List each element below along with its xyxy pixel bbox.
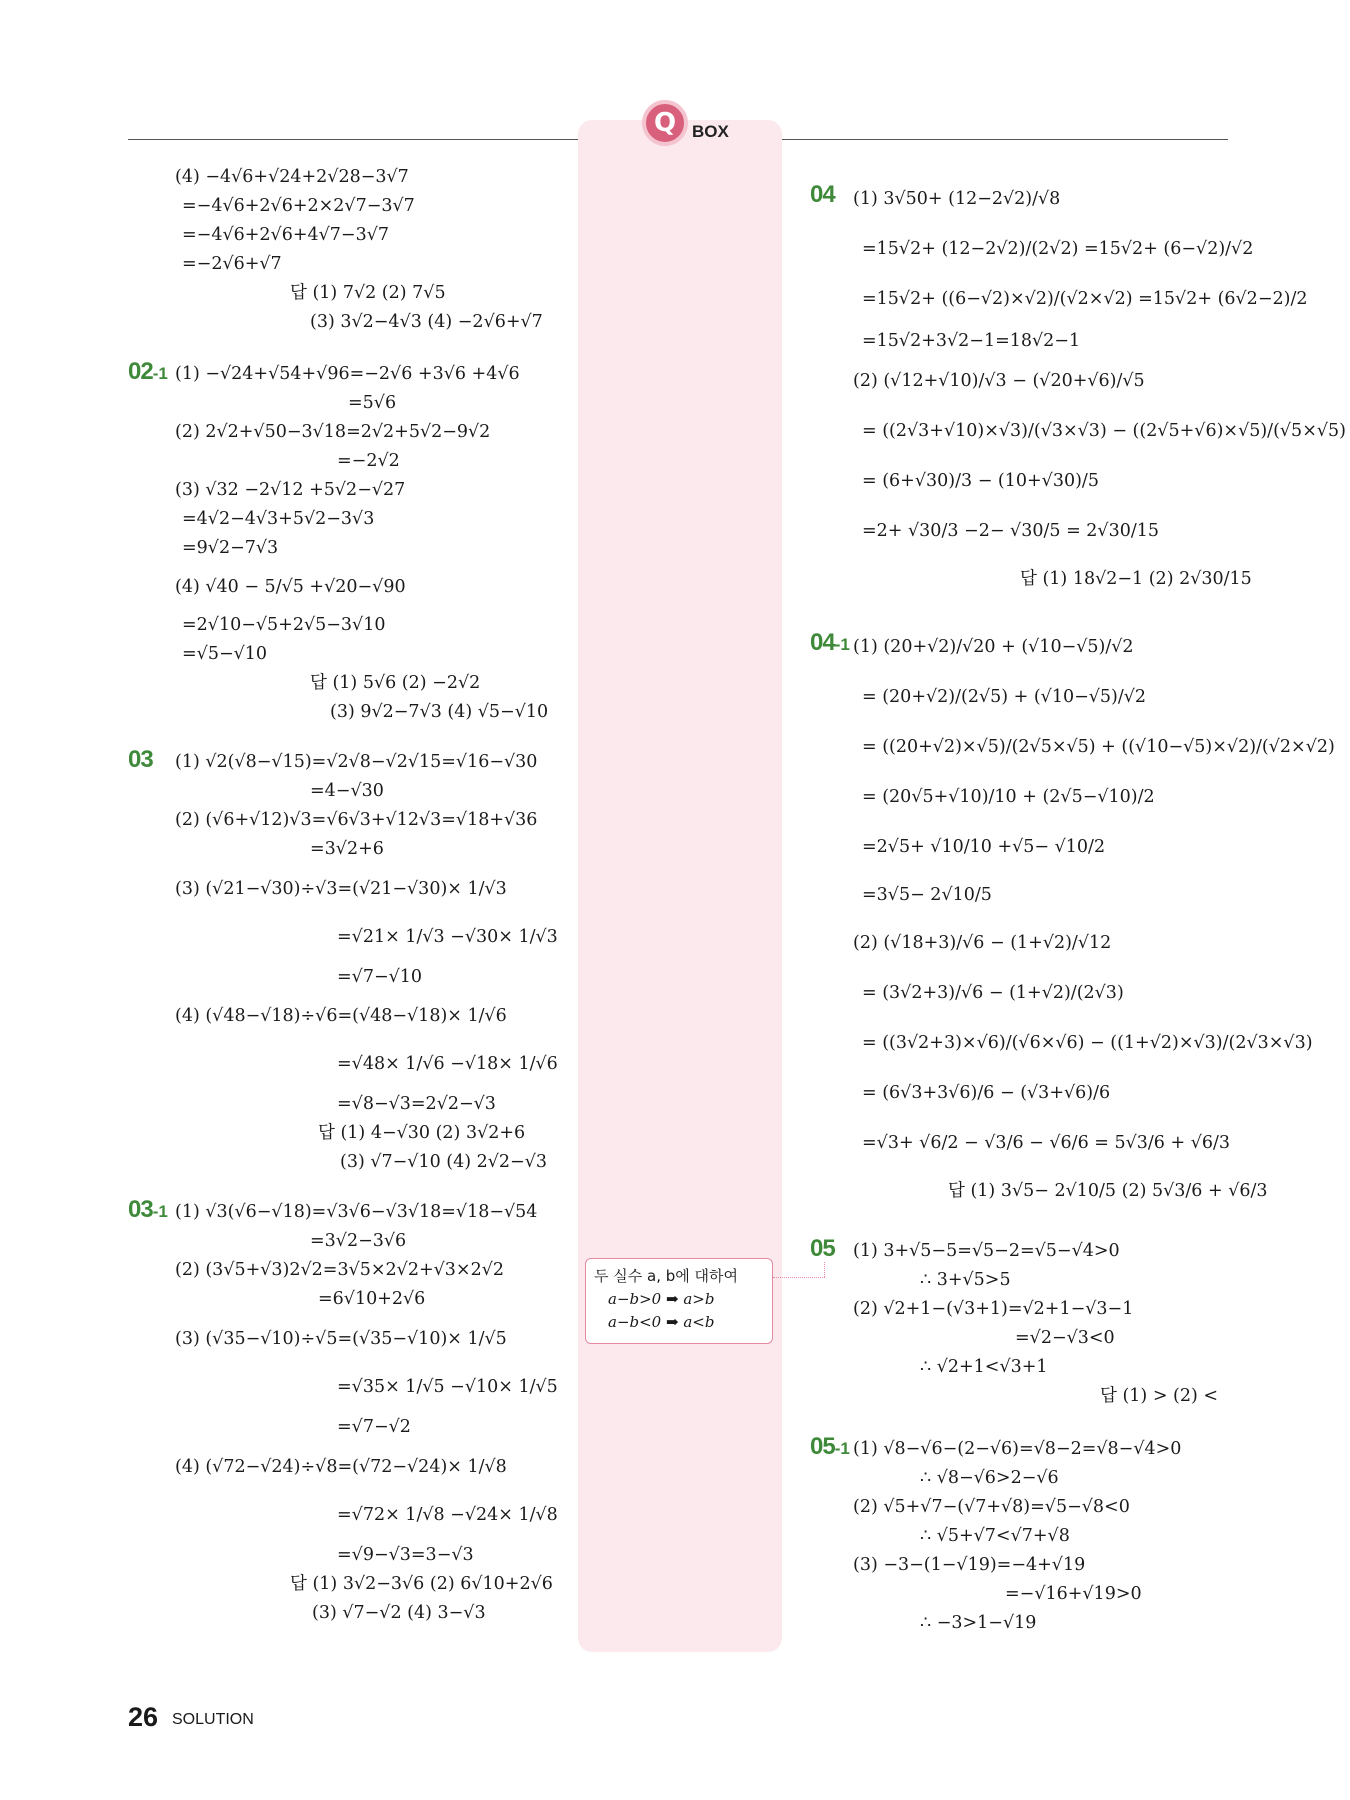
right-math-line: ∴ √8−√6>2−√6 <box>920 1468 1059 1488</box>
left-math-line: =2√10−√5+2√5−3√10 <box>182 615 386 635</box>
right-math-line: ∴ −3>1−√19 <box>920 1613 1037 1633</box>
problem-number <box>810 1235 835 1263</box>
right-math-line: =√2−√3<0 <box>1015 1328 1115 1348</box>
right-math-line: = (3√2+3)/√6 − (1+√2)/(2√3) <box>862 983 1124 1003</box>
right-math-line: =15√2+3√2−1=18√2−1 <box>862 331 1081 351</box>
problem-number-sub: -1 <box>834 635 850 654</box>
right-math-line: 답 (1) 3√5− 2√10/5 (2) 5√3/6 + √6/3 <box>948 1181 1268 1201</box>
left-math-line: =√7−√10 <box>337 967 423 987</box>
right-math-line: = (6+√30)/3 − (10+√30)/5 <box>862 471 1099 491</box>
right-math-line: ∴ √5+√7<√7+√8 <box>920 1526 1070 1546</box>
left-math-line: 답 (1) 4−√30 (2) 3√2+6 <box>318 1123 526 1143</box>
right-math-line: 답 (1) > (2) < <box>1100 1386 1219 1406</box>
problem-number <box>128 746 153 774</box>
problem-number <box>810 181 835 209</box>
right-math-line: =15√2+ (12−2√2)/(2√2) =15√2+ (6−√2)/√2 <box>862 239 1254 259</box>
left-math-line: 답 (1) 3√2−3√6 (2) 6√10+2√6 <box>290 1574 553 1594</box>
note-line-3: a−b<0 ➡ a<b <box>608 1313 715 1331</box>
left-math-line: =√21× 1/√3 −√30× 1/√3 <box>337 927 558 947</box>
problem-number-sub: -1 <box>152 364 168 383</box>
qbox-note <box>585 1258 773 1344</box>
left-math-line: =−4√6+2√6+2×2√7−3√7 <box>182 196 415 216</box>
left-math-line: (4) −4√6+√24+2√28−3√7 <box>175 167 409 187</box>
problem-number-main: 03 <box>128 1196 153 1223</box>
left-math-line: (2) (3√5+√3)2√2=3√5×2√2+√3×2√2 <box>175 1260 504 1280</box>
left-math-line: (4) √40 − 5/√5 +√20−√90 <box>175 577 406 597</box>
left-math-line: (3) 9√2−7√3 (4) √5−√10 <box>330 702 549 722</box>
left-math-line: =√5−√10 <box>182 644 268 664</box>
left-math-line: =9√2−7√3 <box>182 538 279 558</box>
problem-number-sub: -1 <box>152 1202 168 1221</box>
left-math-line: =4−√30 <box>310 781 384 801</box>
right-math-line: (2) (√12+√10)/√3 − (√20+√6)/√5 <box>853 371 1145 391</box>
problem-number-main: 02 <box>128 358 153 385</box>
qbox-label: BOX <box>692 122 729 141</box>
note-line-1: 두 실수 a, b에 대하여 <box>594 1267 738 1285</box>
left-math-line: (4) (√72−√24)÷√8=(√72−√24)× 1/√8 <box>175 1457 507 1477</box>
note-line-2: a−b>0 ➡ a>b <box>608 1290 715 1308</box>
right-math-line: (1) 3+√5−5=√5−2=√5−√4>0 <box>853 1241 1120 1261</box>
left-math-line: (3) 3√2−4√3 (4) −2√6+√7 <box>310 312 543 332</box>
right-math-line: =√3+ √6/2 − √3/6 − √6/6 = 5√3/6 + √6/3 <box>862 1133 1231 1153</box>
right-math-line: = ((3√2+3)×√6)/(√6×√6) − ((1+√2)×√3)/(2√3×√3) <box>862 1033 1313 1053</box>
problem-number-sub: -1 <box>834 1439 850 1458</box>
left-math-line: 답 (1) 5√6 (2) −2√2 <box>310 673 481 693</box>
left-math-line: =−2√6+√7 <box>182 254 282 274</box>
left-math-line: =√72× 1/√8 −√24× 1/√8 <box>337 1505 558 1525</box>
right-math-line: (3) −3−(1−√19)=−4+√19 <box>853 1555 1086 1575</box>
right-math-line: =2+ √30/3 −2− √30/5 = 2√30/15 <box>862 521 1160 541</box>
left-math-line: =√7−√2 <box>337 1417 411 1437</box>
left-math-line: (3) √7−√2 (4) 3−√3 <box>312 1603 486 1623</box>
problem-number-main: 04 <box>810 629 835 656</box>
right-math-line: (2) √5+√7−(√7+√8)=√5−√8<0 <box>853 1497 1130 1517</box>
header-rule-left <box>128 139 578 140</box>
right-math-line: (1) √8−√6−(2−√6)=√8−2=√8−√4>0 <box>853 1439 1182 1459</box>
left-math-line: (2) (√6+√12)√3=√6√3+√12√3=√18+√36 <box>175 810 538 830</box>
left-math-line: (1) √3(√6−√18)=√3√6−√3√18=√18−√54 <box>175 1202 538 1222</box>
left-math-line: (3) (√35−√10)÷√5=(√35−√10)× 1/√5 <box>175 1329 507 1349</box>
note-leader-tick <box>824 1262 825 1277</box>
left-math-line: (3) (√21−√30)÷√3=(√21−√30)× 1/√3 <box>175 879 507 899</box>
right-math-line: =−√16+√19>0 <box>1005 1584 1142 1604</box>
problem-number <box>810 1433 850 1461</box>
problem-number-main: 05 <box>810 1433 835 1460</box>
left-math-line: =√9−√3=3−√3 <box>337 1545 474 1565</box>
left-math-line: 답 (1) 7√2 (2) 7√5 <box>290 283 446 303</box>
left-math-line: =5√6 <box>348 393 397 413</box>
footer-label: SOLUTION <box>172 1711 254 1728</box>
left-math-line: =√35× 1/√5 −√10× 1/√5 <box>337 1377 558 1397</box>
left-math-line: (3) √7−√10 (4) 2√2−√3 <box>340 1152 548 1172</box>
right-math-line: =3√5− 2√10/5 <box>862 885 992 905</box>
left-math-line: =−4√6+2√6+4√7−3√7 <box>182 225 389 245</box>
right-math-line: (1) 3√50+ (12−2√2)/√8 <box>853 189 1061 209</box>
left-math-line: =−2√2 <box>337 451 400 471</box>
right-math-line: = (20√5+√10)/10 + (2√5−√10)/2 <box>862 787 1155 807</box>
left-math-line: =√48× 1/√6 −√18× 1/√6 <box>337 1054 558 1074</box>
left-math-line: (4) (√48−√18)÷√6=(√48−√18)× 1/√6 <box>175 1006 507 1026</box>
note-leader-line <box>773 1277 825 1278</box>
problem-number-main: 03 <box>128 746 153 773</box>
left-math-line: =4√2−4√3+5√2−3√3 <box>182 509 375 529</box>
q-badge-icon: Q <box>642 100 688 146</box>
right-math-line: 답 (1) 18√2−1 (2) 2√30/15 <box>1020 569 1252 589</box>
problem-number <box>810 629 850 657</box>
problem-number-main: 04 <box>810 181 835 208</box>
right-math-line: (2) (√18+3)/√6 − (1+√2)/√12 <box>853 933 1112 953</box>
problem-number <box>128 358 168 386</box>
right-math-line: = (6√3+3√6)/6 − (√3+√6)/6 <box>862 1083 1111 1103</box>
right-math-line: = ((20+√2)×√5)/(2√5×√5) + ((√10−√5)×√2)/(√2×√2) <box>862 737 1335 757</box>
left-math-line: =3√2−3√6 <box>310 1231 407 1251</box>
left-math-line: (3) √32 −2√12 +5√2−√27 <box>175 480 406 500</box>
left-math-line: =6√10+2√6 <box>318 1289 426 1309</box>
right-math-line: = (20+√2)/(2√5) + (√10−√5)/√2 <box>862 687 1147 707</box>
right-math-line: (2) √2+1−(√3+1)=√2+1−√3−1 <box>853 1299 1134 1319</box>
right-math-line: =15√2+ ((6−√2)×√2)/(√2×√2) =15√2+ (6√2−2)/2 <box>862 289 1308 309</box>
left-math-line: (1) √2(√8−√15)=√2√8−√2√15=√16−√30 <box>175 752 538 772</box>
left-math-line: =3√2+6 <box>310 839 384 859</box>
right-math-line: =2√5+ √10/10 +√5− √10/2 <box>862 837 1106 857</box>
left-math-line: =√8−√3=2√2−√3 <box>337 1094 496 1114</box>
right-math-line: = ((2√3+√10)×√3)/(√3×√3) − ((2√5+√6)×√5)/(√5×√5) <box>862 421 1346 441</box>
right-math-line: ∴ √2+1<√3+1 <box>920 1357 1048 1377</box>
left-math-line: (2) 2√2+√50−3√18=2√2+5√2−9√2 <box>175 422 491 442</box>
page-number: 26 <box>128 1702 159 1732</box>
header-rule-right <box>782 139 1228 140</box>
right-math-line: (1) (20+√2)/√20 + (√10−√5)/√2 <box>853 637 1134 657</box>
problem-number <box>128 1196 168 1224</box>
left-math-line: (1) −√24+√54+√96=−2√6 +3√6 +4√6 <box>175 364 520 384</box>
qbox-column <box>578 120 782 1652</box>
problem-number-main: 05 <box>810 1235 835 1262</box>
right-math-line: ∴ 3+√5>5 <box>920 1270 1011 1290</box>
